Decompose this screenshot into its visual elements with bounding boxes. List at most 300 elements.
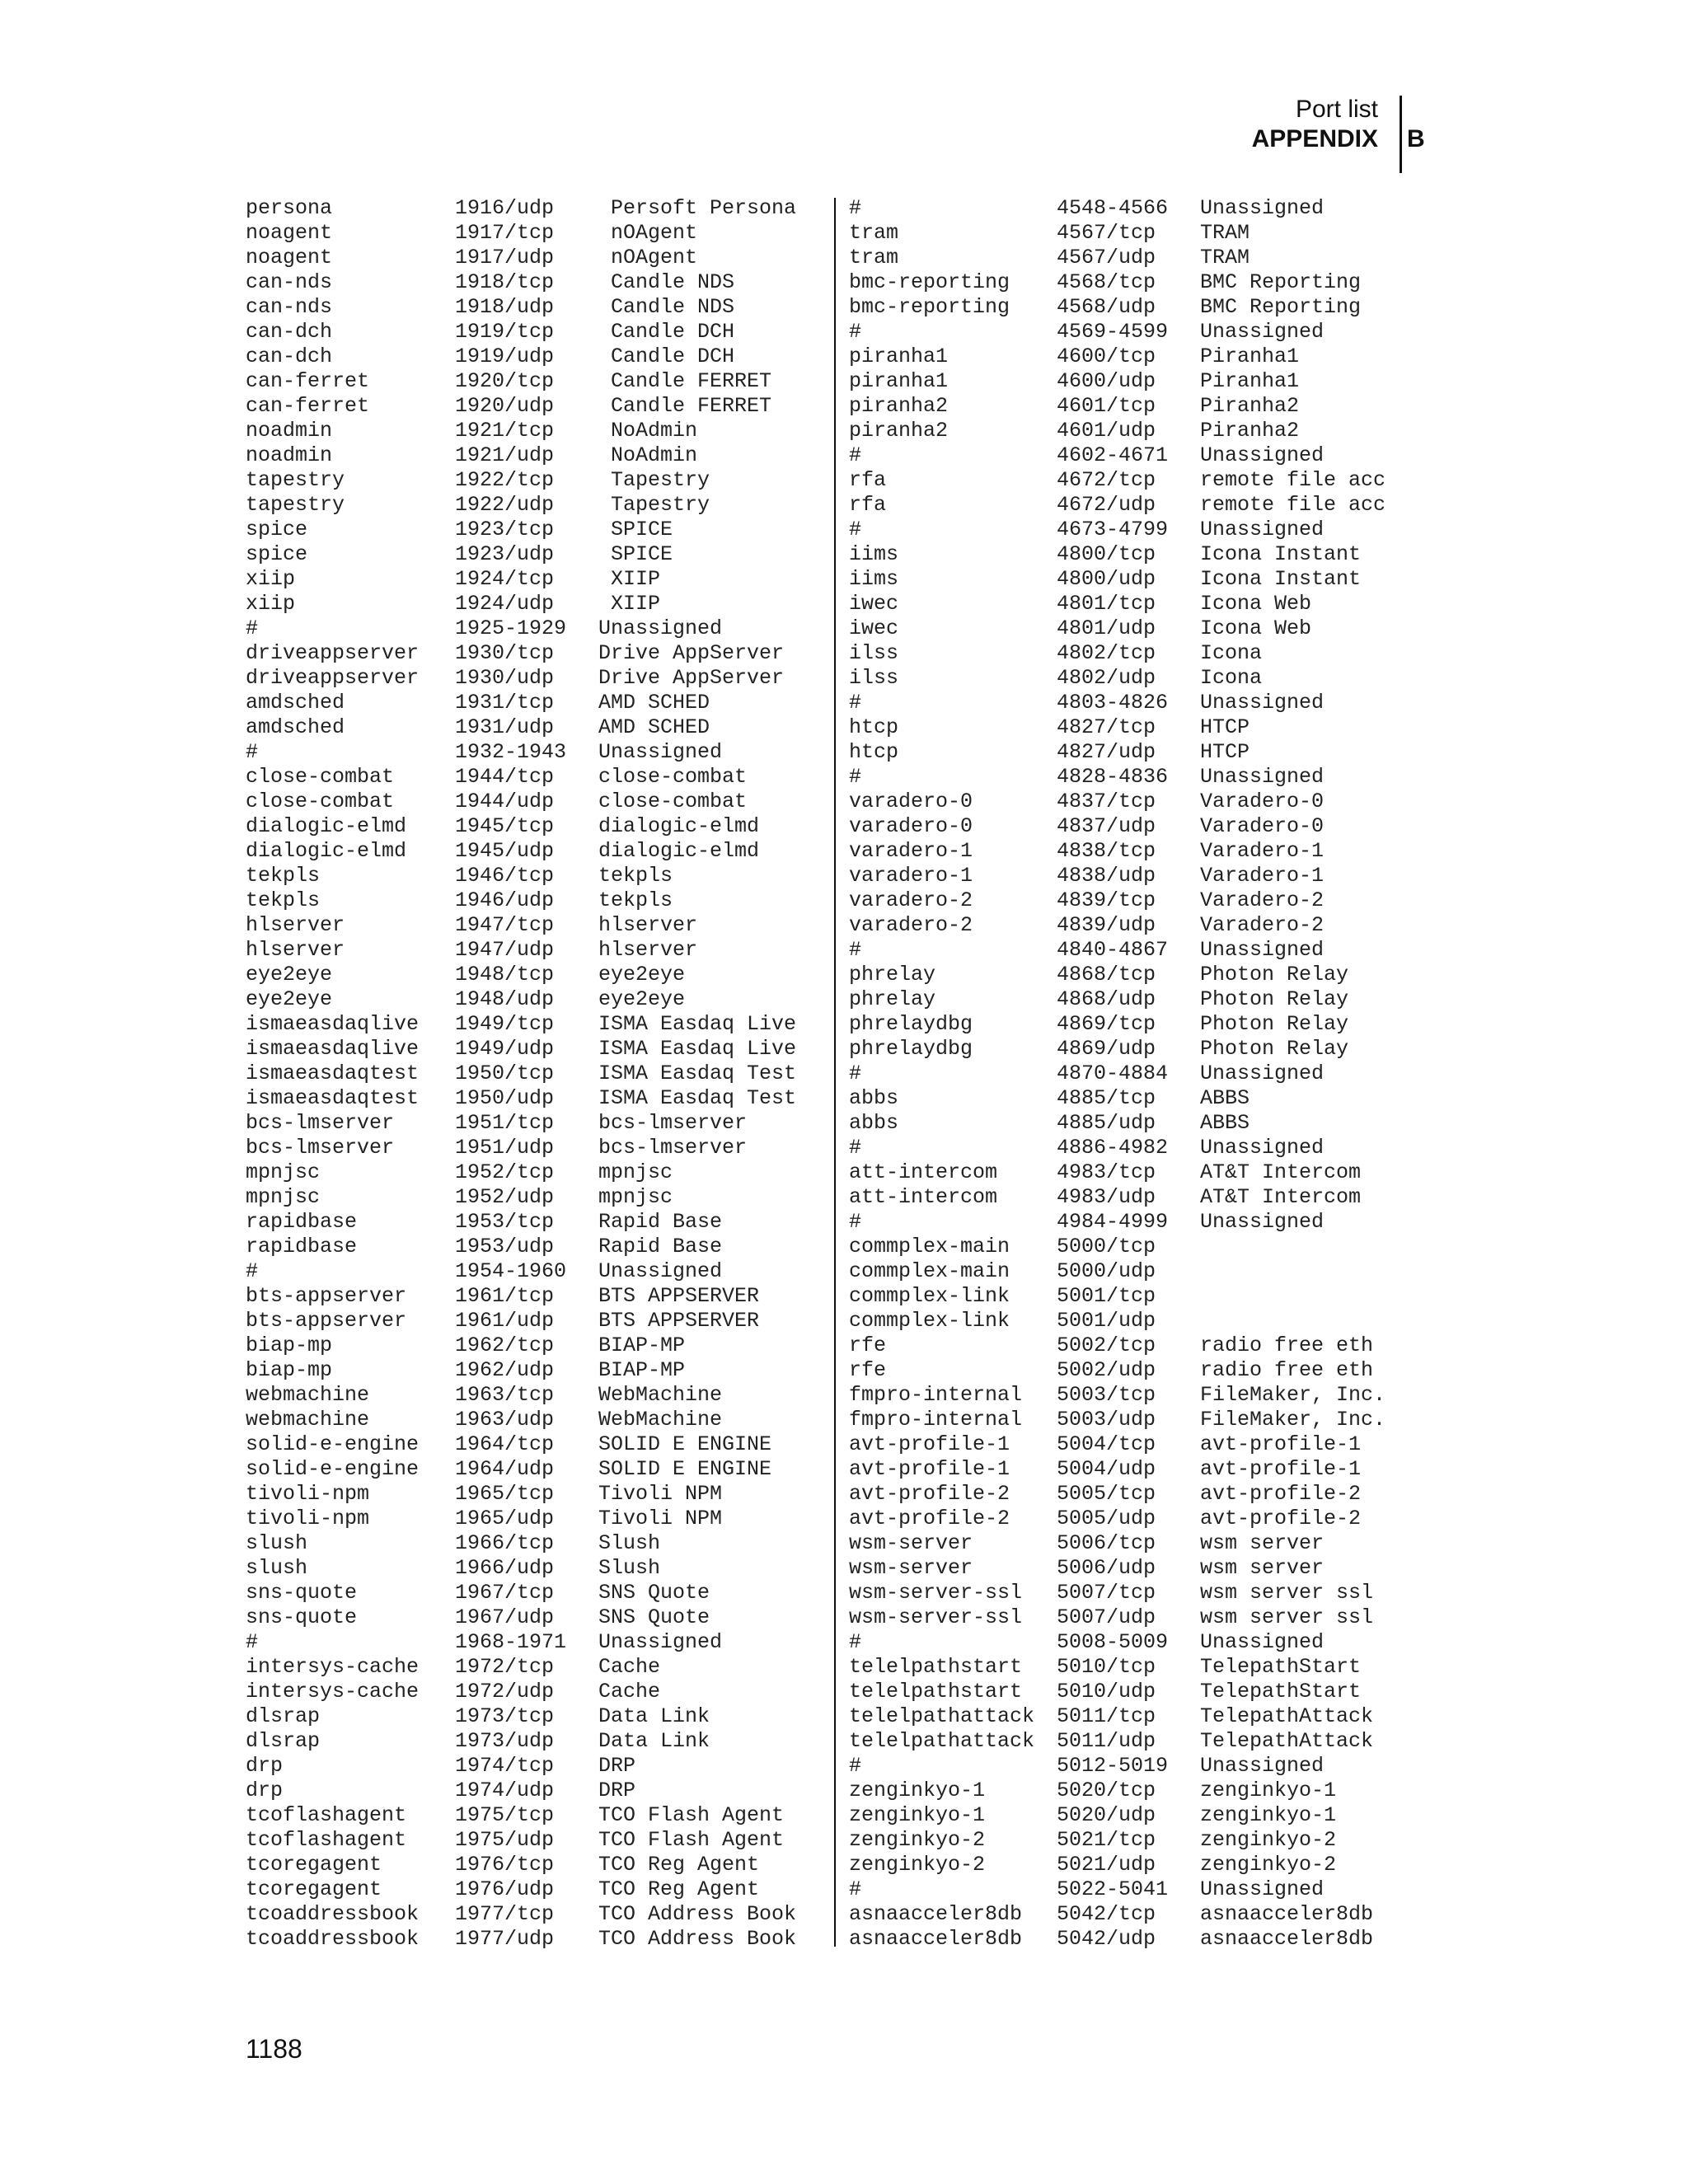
port-row xyxy=(849,1086,1409,1111)
description: Rapid Base xyxy=(598,1235,723,1258)
port-protocol: 4672/udp xyxy=(1057,493,1156,517)
description: AT&T Intercom xyxy=(1200,1185,1362,1209)
header-appendix: APPENDIX xyxy=(1251,125,1378,152)
service-name: rfe xyxy=(849,1333,887,1357)
port-row xyxy=(849,1680,1409,1704)
port-protocol: 4569-4599 xyxy=(1057,320,1169,344)
description: Data Link xyxy=(598,1729,710,1753)
service-name: driveappserver xyxy=(246,666,420,690)
description: HTCP xyxy=(1200,740,1250,764)
service-name: biap-mp xyxy=(246,1333,333,1357)
description: XIIP xyxy=(598,592,661,616)
port-row xyxy=(849,987,1409,1012)
port-protocol: 1947/tcp xyxy=(455,913,555,937)
description: Photon Relay xyxy=(1200,963,1349,987)
port-row xyxy=(849,963,1409,987)
port-row xyxy=(849,1482,1409,1507)
port-protocol: 1953/tcp xyxy=(455,1210,555,1234)
port-row xyxy=(246,246,832,270)
port-protocol: 4837/tcp xyxy=(1057,790,1156,813)
port-row xyxy=(849,394,1409,419)
header-appendix-letter: B xyxy=(1407,125,1425,152)
port-row xyxy=(246,1136,832,1160)
port-protocol: 1924/udp xyxy=(455,592,555,616)
port-row xyxy=(246,320,832,344)
service-name: dlsrap xyxy=(246,1704,321,1728)
service-name: bmc-reporting xyxy=(849,295,1010,319)
description: AT&T Intercom xyxy=(1200,1160,1362,1184)
service-name: close-combat xyxy=(246,790,395,813)
port-protocol: 1954-1960 xyxy=(455,1259,567,1283)
service-name: avt-profile-1 xyxy=(849,1432,1010,1456)
port-protocol: 4600/udp xyxy=(1057,369,1156,393)
service-name: tcoaddressbook xyxy=(246,1927,420,1951)
port-protocol: 4567/tcp xyxy=(1057,221,1156,245)
port-row xyxy=(849,1507,1409,1531)
port-protocol: 4601/tcp xyxy=(1057,394,1156,418)
description: Varadero-2 xyxy=(1200,888,1325,912)
port-protocol: 5007/tcp xyxy=(1057,1581,1156,1605)
port-row xyxy=(849,1062,1409,1086)
port-protocol: 1963/tcp xyxy=(455,1383,555,1407)
description: Unassigned xyxy=(1200,938,1325,962)
service-name: mpnjsc xyxy=(246,1160,321,1184)
port-row xyxy=(246,1927,832,1952)
description: Tivoli NPM xyxy=(598,1482,723,1506)
service-name: amdsched xyxy=(246,691,345,715)
description: radio free eth xyxy=(1200,1333,1374,1357)
port-protocol: 1925-1929 xyxy=(455,616,567,640)
service-name: iwec xyxy=(849,592,899,616)
port-row xyxy=(849,246,1409,270)
description: BIAP-MP xyxy=(598,1333,686,1357)
description: close-combat xyxy=(598,765,748,789)
port-row xyxy=(849,1556,1409,1581)
port-row xyxy=(849,221,1409,246)
port-row xyxy=(246,344,832,369)
service-name: webmachine xyxy=(246,1383,370,1407)
description: zenginkyo-2 xyxy=(1200,1853,1337,1877)
service-name: can-dch xyxy=(246,344,333,368)
description: close-combat xyxy=(598,790,748,813)
service-name: # xyxy=(849,443,862,467)
port-protocol: 1977/tcp xyxy=(455,1902,555,1926)
port-row xyxy=(246,1259,832,1284)
port-table-right-column xyxy=(849,196,1409,1952)
port-protocol: 5042/udp xyxy=(1057,1927,1156,1951)
description: dialogic-elmd xyxy=(598,814,760,838)
service-name: spice xyxy=(246,542,308,566)
port-protocol: 4885/udp xyxy=(1057,1111,1156,1135)
port-protocol: 1918/tcp xyxy=(455,270,555,294)
port-protocol: 1952/udp xyxy=(455,1185,555,1209)
port-protocol: 4600/tcp xyxy=(1057,344,1156,368)
service-name: piranha1 xyxy=(849,369,949,393)
description: TCO Address Book xyxy=(598,1902,797,1926)
port-row xyxy=(246,814,832,839)
port-protocol: 1923/udp xyxy=(455,542,555,566)
port-row xyxy=(246,1210,832,1235)
description: Candle DCH xyxy=(598,320,735,344)
port-row xyxy=(849,790,1409,814)
port-protocol: 4602-4671 xyxy=(1057,443,1169,467)
description: SPICE xyxy=(598,518,673,541)
description: ABBS xyxy=(1200,1086,1250,1110)
port-protocol: 1922/udp xyxy=(455,493,555,517)
port-protocol: 4548-4566 xyxy=(1057,196,1169,220)
port-row xyxy=(849,196,1409,221)
port-row xyxy=(849,1457,1409,1482)
port-protocol: 1967/tcp xyxy=(455,1581,555,1605)
description: wsm server xyxy=(1200,1531,1325,1555)
service-name: varadero-2 xyxy=(849,913,973,937)
port-row xyxy=(246,1754,832,1779)
port-protocol: 1966/tcp xyxy=(455,1531,555,1555)
port-row xyxy=(246,1531,832,1556)
port-row xyxy=(849,1927,1409,1952)
description: Unassigned xyxy=(1200,196,1325,220)
service-name: bts-appserver xyxy=(246,1284,407,1308)
service-name: # xyxy=(849,1136,862,1160)
port-protocol: 1931/tcp xyxy=(455,691,555,715)
port-protocol: 1976/tcp xyxy=(455,1853,555,1877)
port-protocol: 5021/tcp xyxy=(1057,1828,1156,1852)
description: Cache xyxy=(598,1680,661,1704)
service-name: mpnjsc xyxy=(246,1185,321,1209)
service-name: solid-e-engine xyxy=(246,1457,420,1481)
port-protocol: 5002/udp xyxy=(1057,1358,1156,1382)
port-protocol: 1967/udp xyxy=(455,1605,555,1629)
port-protocol: 5021/udp xyxy=(1057,1853,1156,1877)
port-protocol: 1961/tcp xyxy=(455,1284,555,1308)
description: BMC Reporting xyxy=(1200,270,1362,294)
port-protocol: 1975/udp xyxy=(455,1828,555,1852)
port-protocol: 5000/udp xyxy=(1057,1259,1156,1283)
port-row xyxy=(246,691,832,715)
service-name: # xyxy=(849,765,862,789)
service-name: dialogic-elmd xyxy=(246,814,407,838)
description: Tapestry xyxy=(598,468,710,492)
port-row xyxy=(246,641,832,666)
description: Photon Relay xyxy=(1200,1037,1349,1061)
port-protocol: 4803-4826 xyxy=(1057,691,1169,715)
port-row xyxy=(849,888,1409,913)
description: SNS Quote xyxy=(598,1581,710,1605)
description: Tivoli NPM xyxy=(598,1507,723,1530)
service-name: avt-profile-2 xyxy=(849,1482,1010,1506)
service-name: piranha2 xyxy=(849,394,949,418)
service-name: fmpro-internal xyxy=(849,1383,1023,1407)
port-protocol: 1965/udp xyxy=(455,1507,555,1530)
port-protocol: 4800/tcp xyxy=(1057,542,1156,566)
description: XIIP xyxy=(598,567,661,591)
port-protocol: 1974/tcp xyxy=(455,1754,555,1778)
page-number: 1188 xyxy=(246,2034,302,2064)
port-row xyxy=(246,493,832,518)
service-name: zenginkyo-1 xyxy=(849,1779,986,1802)
description: Slush xyxy=(598,1531,661,1555)
service-name: bmc-reporting xyxy=(849,270,1010,294)
port-row xyxy=(849,1581,1409,1605)
port-protocol: 4601/udp xyxy=(1057,419,1156,443)
description: Unassigned xyxy=(1200,765,1325,789)
service-name: tivoli-npm xyxy=(246,1482,370,1506)
service-name: driveappserver xyxy=(246,641,420,665)
port-protocol: 5003/udp xyxy=(1057,1408,1156,1432)
port-protocol: 4827/udp xyxy=(1057,740,1156,764)
port-row xyxy=(849,1754,1409,1779)
service-name: dialogic-elmd xyxy=(246,839,407,863)
port-protocol: 4828-4836 xyxy=(1057,765,1169,789)
port-row xyxy=(246,1185,832,1210)
description: bcs-lmserver xyxy=(598,1111,748,1135)
port-protocol: 4672/tcp xyxy=(1057,468,1156,492)
service-name: # xyxy=(246,1259,259,1283)
port-protocol: 1966/udp xyxy=(455,1556,555,1580)
description: Rapid Base xyxy=(598,1210,723,1234)
port-row xyxy=(246,1037,832,1062)
port-row xyxy=(246,1383,832,1408)
description: Cache xyxy=(598,1655,661,1679)
service-name: varadero-2 xyxy=(849,888,973,912)
port-protocol: 1949/tcp xyxy=(455,1012,555,1036)
port-row xyxy=(849,1358,1409,1383)
description: Unassigned xyxy=(1200,320,1325,344)
service-name: tekpls xyxy=(246,864,321,888)
port-protocol: 1953/udp xyxy=(455,1235,555,1258)
port-row xyxy=(246,1803,832,1828)
port-row xyxy=(246,963,832,987)
port-row xyxy=(246,1333,832,1358)
service-name: # xyxy=(246,1630,259,1654)
description: Candle NDS xyxy=(598,270,735,294)
port-row xyxy=(246,518,832,542)
service-name: telelpathstart xyxy=(849,1680,1023,1704)
description: eye2eye xyxy=(598,987,686,1011)
header-divider xyxy=(1400,96,1402,173)
port-row xyxy=(246,468,832,493)
port-row xyxy=(849,1408,1409,1432)
port-row xyxy=(849,518,1409,542)
port-protocol: 5004/tcp xyxy=(1057,1432,1156,1456)
port-protocol: 5008-5009 xyxy=(1057,1630,1169,1654)
port-row xyxy=(849,1383,1409,1408)
port-protocol: 1916/udp xyxy=(455,196,555,220)
service-name: htcp xyxy=(849,715,899,739)
service-name: # xyxy=(849,1877,862,1901)
port-protocol: 5003/tcp xyxy=(1057,1383,1156,1407)
description: radio free eth xyxy=(1200,1358,1374,1382)
port-row xyxy=(849,1704,1409,1729)
description: Unassigned xyxy=(1200,1630,1325,1654)
service-name: telelpathattack xyxy=(849,1704,1035,1728)
service-name: # xyxy=(849,1210,862,1234)
description: Varadero-1 xyxy=(1200,864,1325,888)
service-name: tapestry xyxy=(246,493,345,517)
port-row xyxy=(849,1259,1409,1284)
description: tekpls xyxy=(598,888,673,912)
port-protocol: 4837/udp xyxy=(1057,814,1156,838)
port-row xyxy=(849,1185,1409,1210)
port-protocol: 1948/udp xyxy=(455,987,555,1011)
port-row xyxy=(849,1136,1409,1160)
port-protocol: 4801/udp xyxy=(1057,616,1156,640)
description: BIAP-MP xyxy=(598,1358,686,1382)
port-protocol: 1968-1971 xyxy=(455,1630,567,1654)
port-protocol: 1965/tcp xyxy=(455,1482,555,1506)
service-name: commplex-link xyxy=(849,1309,1010,1333)
description: NoAdmin xyxy=(598,443,698,467)
port-row xyxy=(849,1655,1409,1680)
service-name: intersys-cache xyxy=(246,1655,420,1679)
port-row xyxy=(849,913,1409,938)
port-row xyxy=(246,1828,832,1853)
port-row xyxy=(849,542,1409,567)
description: TelepathStart xyxy=(1200,1655,1362,1679)
description: wsm server xyxy=(1200,1556,1325,1580)
port-row xyxy=(246,839,832,864)
port-row xyxy=(246,1309,832,1333)
port-row xyxy=(246,394,832,419)
description: FileMaker, Inc. xyxy=(1200,1383,1386,1407)
description: Candle NDS xyxy=(598,295,735,319)
service-name: phrelaydbg xyxy=(849,1037,973,1061)
description: Unassigned xyxy=(1200,518,1325,541)
port-row xyxy=(849,814,1409,839)
service-name: persona xyxy=(246,196,333,220)
service-name: avt-profile-1 xyxy=(849,1457,1010,1481)
description: Icona Web xyxy=(1200,592,1312,616)
port-protocol: 4673-4799 xyxy=(1057,518,1169,541)
port-protocol: 1972/udp xyxy=(455,1680,555,1704)
port-protocol: 1944/udp xyxy=(455,790,555,813)
service-name: tcoflashagent xyxy=(246,1803,407,1827)
port-row xyxy=(849,1531,1409,1556)
service-name: tcoaddressbook xyxy=(246,1902,420,1926)
description: SOLID E ENGINE xyxy=(598,1432,772,1456)
service-name: phrelay xyxy=(849,987,936,1011)
description: WebMachine xyxy=(598,1383,723,1407)
description: Icona Instant xyxy=(1200,542,1362,566)
description: Candle FERRET xyxy=(598,369,772,393)
port-row xyxy=(849,839,1409,864)
port-protocol: 5004/udp xyxy=(1057,1457,1156,1481)
port-row xyxy=(246,938,832,963)
port-row xyxy=(849,295,1409,320)
description: Icona Web xyxy=(1200,616,1312,640)
service-name: varadero-0 xyxy=(849,814,973,838)
service-name: piranha2 xyxy=(849,419,949,443)
description: TelepathAttack xyxy=(1200,1729,1374,1753)
description: Drive AppServer xyxy=(598,641,785,665)
port-row xyxy=(246,1902,832,1927)
description: ISMA Easdaq Live xyxy=(598,1037,797,1061)
service-name: commplex-main xyxy=(849,1235,1010,1258)
port-protocol: 4983/tcp xyxy=(1057,1160,1156,1184)
description: Piranha1 xyxy=(1200,369,1300,393)
port-row xyxy=(246,765,832,790)
description: zenginkyo-1 xyxy=(1200,1803,1337,1827)
port-row xyxy=(246,1432,832,1457)
port-row xyxy=(246,369,832,394)
port-protocol: 1950/udp xyxy=(455,1086,555,1110)
service-name: tcoflashagent xyxy=(246,1828,407,1852)
description: asnaacceler8db xyxy=(1200,1902,1374,1926)
service-name: commplex-link xyxy=(849,1284,1010,1308)
service-name: # xyxy=(849,518,862,541)
service-name: # xyxy=(849,320,862,344)
port-row xyxy=(246,1605,832,1630)
service-name: ismaeasdaqtest xyxy=(246,1086,420,1110)
service-name: rfa xyxy=(849,493,887,517)
port-protocol: 1951/tcp xyxy=(455,1111,555,1135)
port-row xyxy=(849,938,1409,963)
port-row xyxy=(849,567,1409,592)
header-title: Port list xyxy=(1295,96,1378,123)
service-name: att-intercom xyxy=(849,1160,998,1184)
port-protocol: 1918/udp xyxy=(455,295,555,319)
service-name: # xyxy=(849,1062,862,1085)
port-row xyxy=(849,1828,1409,1853)
description: Unassigned xyxy=(1200,1062,1325,1085)
service-name: # xyxy=(849,196,862,220)
port-row xyxy=(246,1853,832,1877)
service-name: phrelay xyxy=(849,963,936,987)
port-protocol: 1949/udp xyxy=(455,1037,555,1061)
description: Unassigned xyxy=(1200,1136,1325,1160)
description: ABBS xyxy=(1200,1111,1250,1135)
port-row xyxy=(246,592,832,616)
port-protocol: 5010/udp xyxy=(1057,1680,1156,1704)
port-protocol: 4838/udp xyxy=(1057,864,1156,888)
port-protocol: 1963/udp xyxy=(455,1408,555,1432)
port-row xyxy=(849,1235,1409,1259)
port-row xyxy=(246,196,832,221)
service-name: hlserver xyxy=(246,938,345,962)
port-row xyxy=(849,592,1409,616)
port-row xyxy=(246,1655,832,1680)
service-name: dlsrap xyxy=(246,1729,321,1753)
port-protocol: 5042/tcp xyxy=(1057,1902,1156,1926)
port-row xyxy=(246,1680,832,1704)
service-name: zenginkyo-1 xyxy=(849,1803,986,1827)
description: Piranha2 xyxy=(1200,394,1300,418)
service-name: # xyxy=(246,616,259,640)
port-row xyxy=(849,1037,1409,1062)
description: NoAdmin xyxy=(598,419,698,443)
port-row xyxy=(849,1432,1409,1457)
port-row xyxy=(246,740,832,765)
port-row xyxy=(849,1877,1409,1902)
service-name: ismaeasdaqtest xyxy=(246,1062,420,1085)
description: Unassigned xyxy=(1200,443,1325,467)
description: remote file acc xyxy=(1200,493,1386,517)
description: Unassigned xyxy=(598,616,723,640)
service-name: xiip xyxy=(246,567,296,591)
port-protocol: 4839/udp xyxy=(1057,913,1156,937)
port-row xyxy=(849,1309,1409,1333)
port-protocol: 1945/udp xyxy=(455,839,555,863)
service-name: tekpls xyxy=(246,888,321,912)
port-row xyxy=(849,1605,1409,1630)
port-row xyxy=(849,666,1409,691)
description: hlserver xyxy=(598,913,698,937)
service-name: eye2eye xyxy=(246,987,333,1011)
port-protocol: 4840-4867 xyxy=(1057,938,1169,962)
service-name: telelpathstart xyxy=(849,1655,1023,1679)
description: avt-profile-1 xyxy=(1200,1457,1362,1481)
port-row xyxy=(849,369,1409,394)
